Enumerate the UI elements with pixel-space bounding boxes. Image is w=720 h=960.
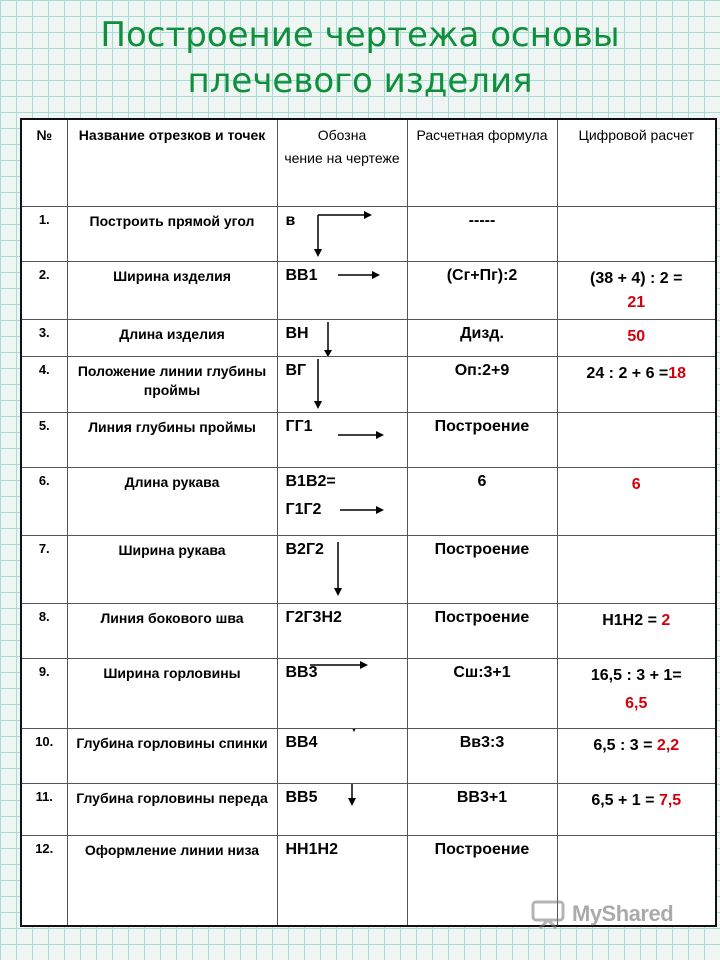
row-calc [557,413,716,468]
row-num: 3. [21,320,67,357]
row-formula: Вв3:3 [407,729,557,784]
calc-result: 50 [627,328,646,345]
row-name: Ширина изделия [67,262,277,320]
row-symbol-text: ВВ1 [285,267,318,284]
watermark-text: MyShared [572,901,674,926]
header-name: Название отрезков и точек [67,119,277,207]
row-symbol [277,357,407,413]
calc-expression: (38 + 4) : 2 = [590,270,683,287]
calc-result: 6,5 [625,695,648,712]
row-symbol-text: В2Г2 [285,541,324,558]
row-name: Ширина горловины [67,659,277,729]
myshared-watermark [530,896,700,932]
row-calc [557,536,716,604]
row-name: Длина изделия [67,320,277,357]
header-num: № [21,119,67,207]
row-symbol [277,413,407,468]
row-symbol-text: ВВ4 [285,734,318,751]
row-calc [557,729,716,784]
row-symbol-text: В1В2= [285,473,336,490]
row-formula: Дизд. [407,320,557,357]
row-symbol [277,536,407,604]
row-num: 10. [21,729,67,784]
row-symbol [277,207,407,262]
table-row [21,659,716,729]
row-name: Глубина горловины спинки [67,729,277,784]
row-num: 1. [21,207,67,262]
calc-result: 18 [668,365,687,382]
row-symbol-text: ВГ [285,362,307,379]
row-symbol [277,262,407,320]
row-symbol-text: ВВ3 [285,664,318,681]
row-num: 9. [21,659,67,729]
row-formula: ВВ3+1 [407,784,557,836]
row-symbol-text: НН1Н2 [285,841,338,858]
row-calc [557,604,716,659]
row-num: 7. [21,536,67,604]
slide-title: Построение чертежа основы плечевого изделия [100,15,620,101]
row-num: 8. [21,604,67,659]
row-num: 4. [21,357,67,413]
calc-expression: Н1Н2 = [602,612,657,629]
construction-table [20,118,717,927]
row-calc [557,262,716,320]
row-calc [557,357,716,413]
row-symbol [277,320,407,357]
row-formula: (Сг+Пг):2 [407,262,557,320]
row-formula: Построение [407,604,557,659]
calc-result: 21 [627,294,646,311]
row-symbol [277,604,407,659]
row-formula: Построение [407,413,557,468]
row-name: Длина рукава [67,468,277,536]
row-symbol-text: в [285,212,296,229]
row-name: Положение линии глубины проймы [67,357,277,413]
row-num: 5. [21,413,67,468]
row-calc [557,468,716,536]
row-num: 12. [21,836,67,926]
table-row [21,604,716,659]
row-calc [557,320,716,357]
row-symbol-text: Г2Г3Н2 [285,609,342,626]
row-symbol-text: ВВ5 [285,789,318,806]
table-row [21,536,716,604]
calc-expression: 6,5 + 1 = [591,792,655,809]
header-formula: Расчетная формула [407,119,557,207]
row-calc [557,784,716,836]
perpendicular-arrows-icon [278,207,408,262]
table-row [21,468,716,536]
row-name: Глубина горловины переда [67,784,277,836]
row-calc [557,659,716,729]
row-name: Оформление линии низа [67,836,277,926]
header-symbol-line1: Обозна [317,127,367,143]
table-row [21,413,716,468]
calc-expression: 16,5 : 3 + 1= [590,667,682,684]
row-num: 2. [21,262,67,320]
table-header-row [21,119,716,207]
row-symbol [277,659,407,729]
header-calc: Цифровой расчет [557,119,716,207]
row-symbol [277,729,407,784]
table-row [21,357,716,413]
table-row [21,784,716,836]
row-name: Линия бокового шва [67,604,277,659]
row-formula: Построение [407,536,557,604]
calc-result: 7,5 [658,792,682,809]
presentation-board-icon [530,899,566,929]
row-formula: 6 [407,468,557,536]
row-symbol [277,836,407,926]
row-symbol [277,468,407,536]
calc-result: 2,2 [656,737,680,754]
row-name: Линия глубины проймы [67,413,277,468]
calc-expression: 24 : 2 + 6 = [586,365,669,382]
row-name: Ширина рукава [67,536,277,604]
row-symbol [277,784,407,836]
row-num: 11. [21,784,67,836]
row-formula: Сш:3+1 [407,659,557,729]
row-symbol-text: ГГ1 [285,418,313,435]
table-row [21,320,716,357]
header-symbol [277,119,407,207]
row-formula: Оп:2+9 [407,357,557,413]
calc-result: 2 [661,612,671,629]
table-row [21,729,716,784]
row-formula: Построение [407,836,557,926]
row-name: Построить прямой угол [67,207,277,262]
row-symbol-text-2: Г1Г2 [285,501,322,518]
calc-expression: 6,5 : 3 = [593,737,653,754]
row-formula: ----- [407,207,557,262]
calc-result: 6 [631,476,641,493]
row-calc [557,207,716,262]
table-row [21,207,716,262]
header-symbol-line2: чение на чертеже [284,150,400,166]
row-num: 6. [21,468,67,536]
table-row [21,262,716,320]
row-symbol-text: ВН [285,325,309,342]
